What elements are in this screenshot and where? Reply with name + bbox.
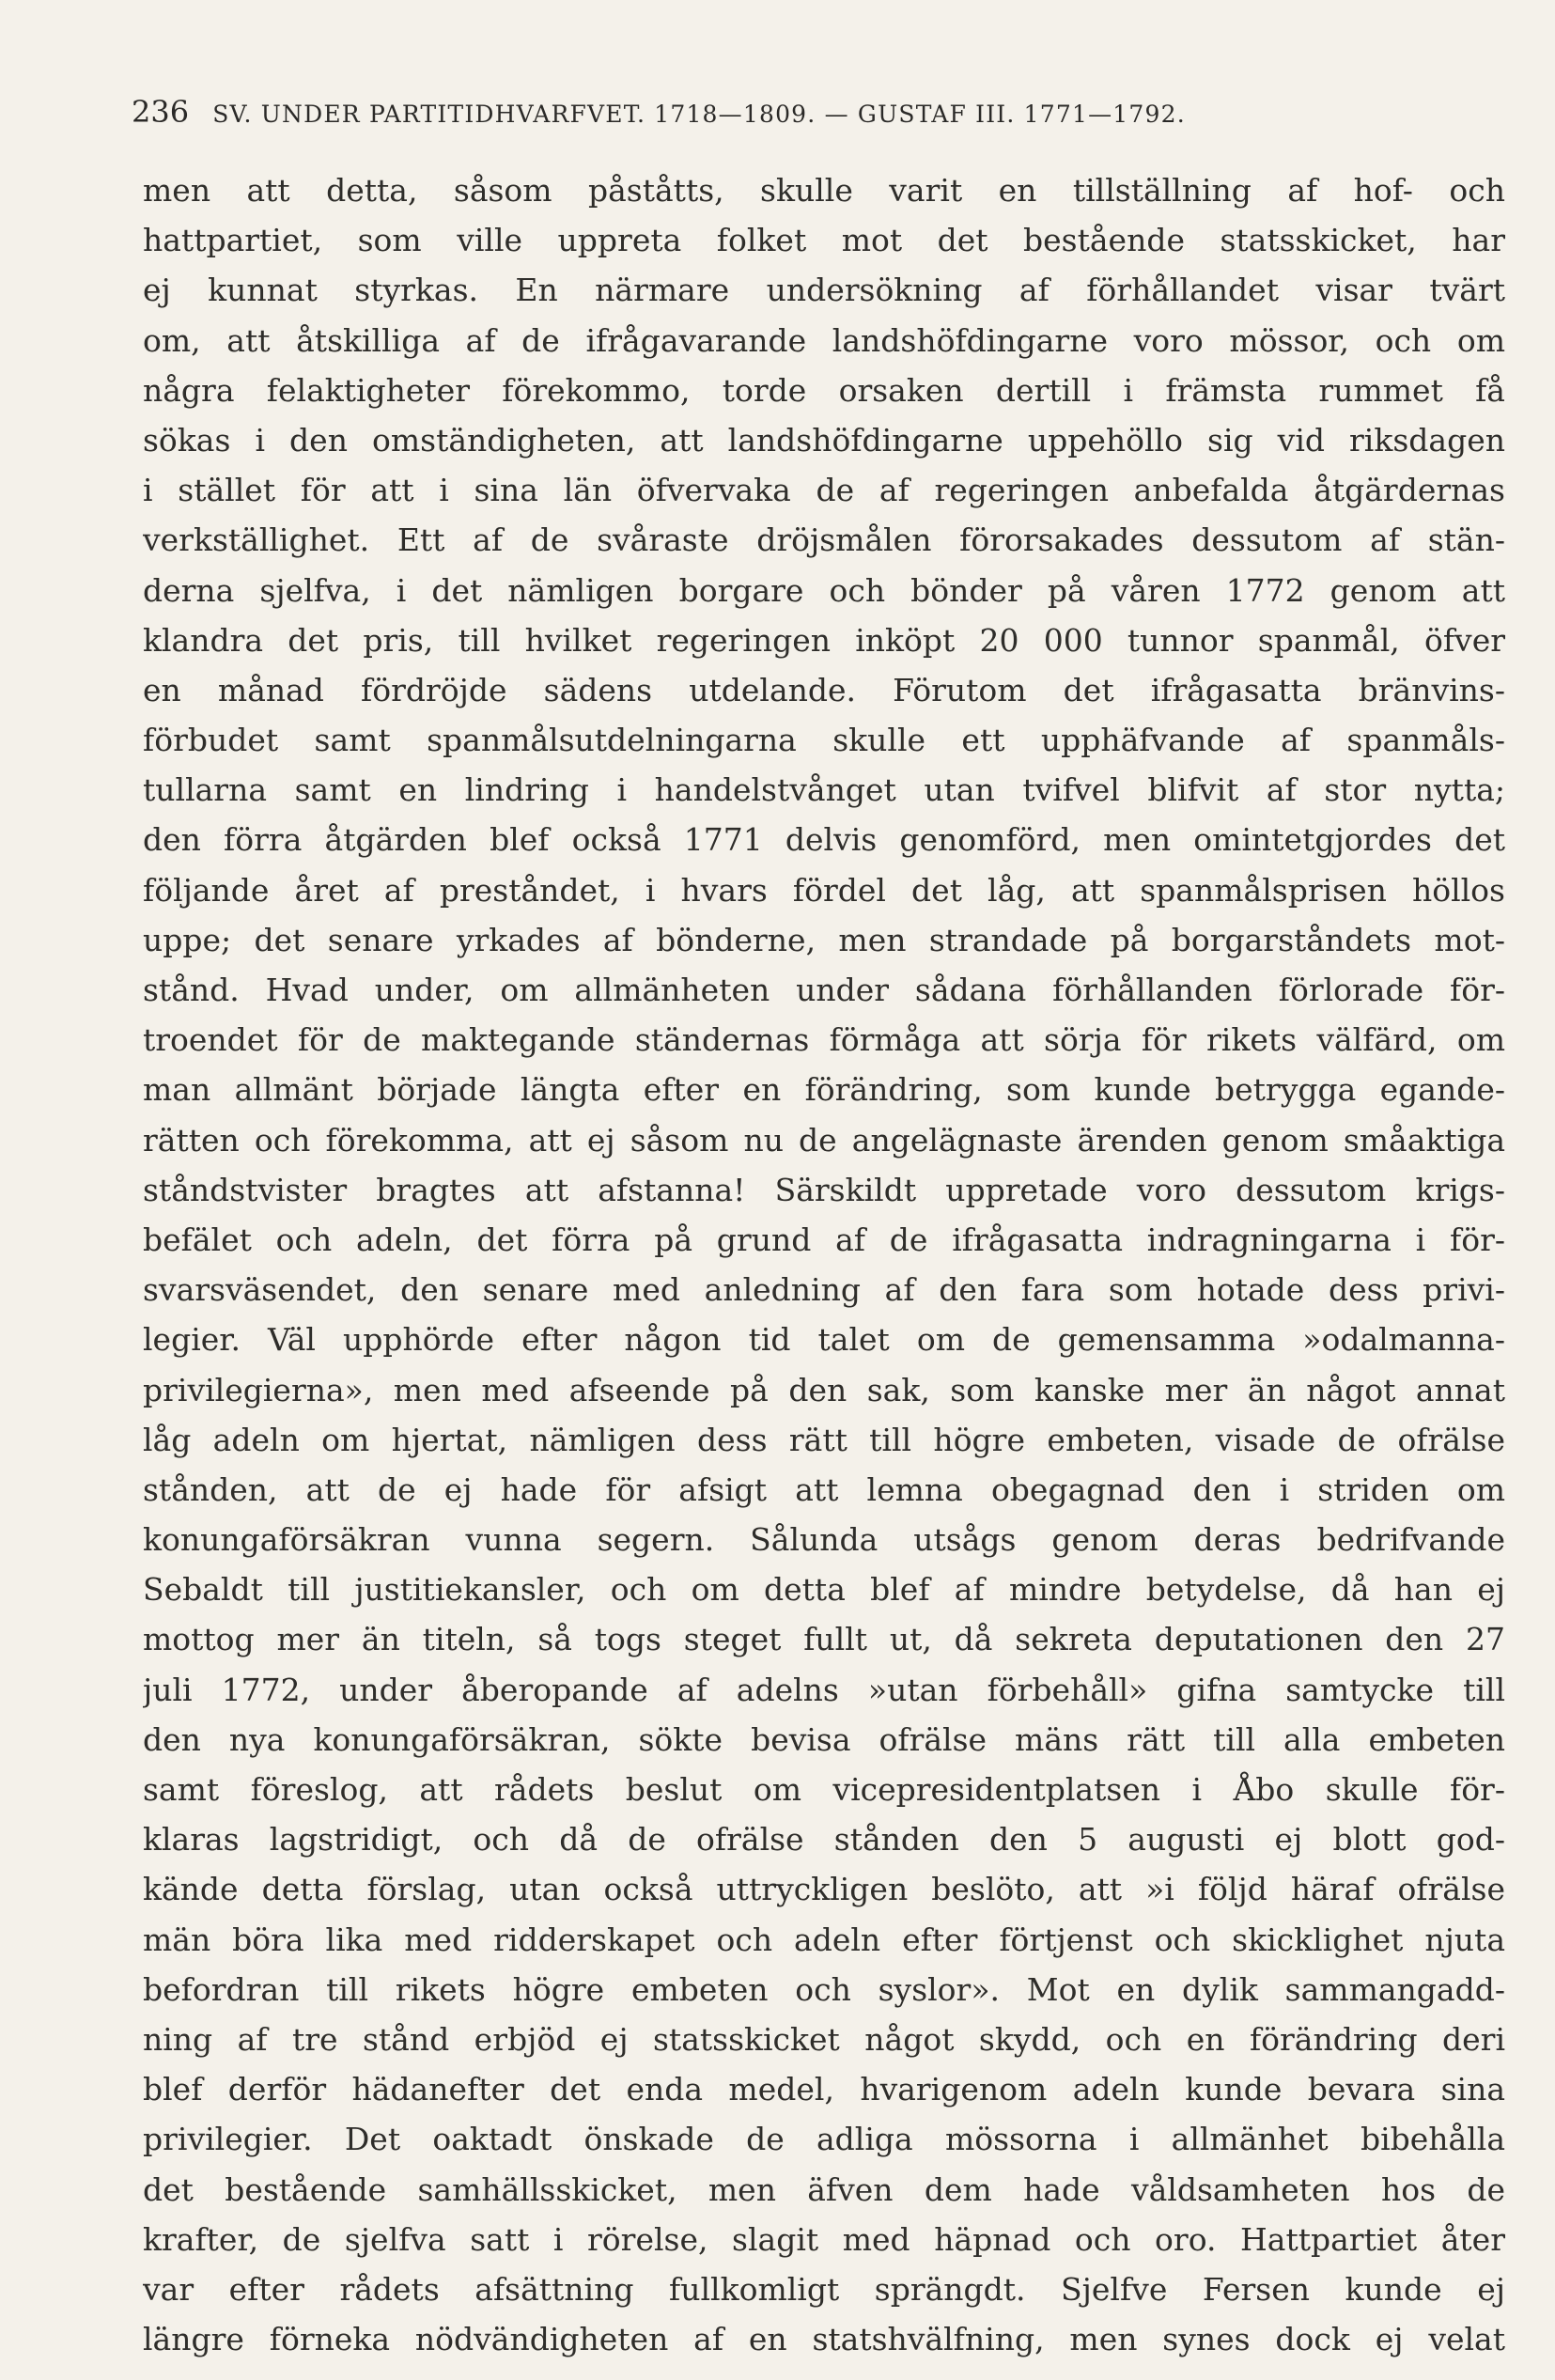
text-line: i stället för att i sina län öfvervaka de af regeringen anbefalda åtgärdernas (143, 472, 1505, 509)
text-line: befälet och adeln, det förra på grund af de ifrågasatta indragningarna i för- (143, 1221, 1505, 1258)
text-line: om, att åtskilliga af de ifrågavarande landshöfdingarne voro mössor, och om (143, 321, 1505, 359)
text-line: mottog mer än titeln, så togs steget fullt ut, då sekreta deputationen den 27 (143, 1621, 1505, 1658)
text-line: män böra lika med ridderskapet och adeln efter förtjenst och skicklighet njuta (143, 1921, 1505, 1958)
text-line: några felaktigheter förekommo, torde orsaken dertill i främsta rummet få (143, 371, 1505, 409)
text-line: det bestående samhällsskicket, men äfven dem hade våldsamheten hos de (143, 2170, 1505, 2208)
text-line: sökas i den omständigheten, att landshöfdingarne uppehöllo sig vid riksdagen (143, 421, 1505, 459)
text-line: konungaförsäkran vunna segern. Sålunda utsågs genom deras bedrifvande (143, 1521, 1505, 1559)
body-text (143, 165, 1505, 2364)
text-line: ej kunnat styrkas. En närmare undersökning af förhållandet visar tvärt (143, 272, 1505, 309)
text-line: legier. Väl upphörde efter någon tid talet om de gemensamma »odalmanna- (143, 1321, 1505, 1359)
text-line: den nya konungaförsäkran, sökte bevisa ofrälse mäns rätt till alla embeten (143, 1720, 1505, 1758)
text-line: klaras lagstridigt, och då de ofrälse stånden den 5 augusti ej blott god- (143, 1821, 1505, 1859)
text-line: den förra åtgärden blef också 1771 delvis genomförd, men omintetgjordes det (143, 821, 1505, 859)
text-line: krafter, de sjelfva satt i rörelse, slagit med häpnad och oro. Hattpartiet åter (143, 2220, 1505, 2258)
text-line: kände detta förslag, utan också uttryckligen beslöto, att »i följd häraf ofrälse (143, 1871, 1505, 1908)
text-line: derna sjelfva, i det nämligen borgare och bönder på våren 1772 genom att (143, 571, 1505, 609)
text-line: klandra det pris, till hvilket regeringen inköpt 20 000 tunnor spanmål, öfver (143, 621, 1505, 659)
text-line: Sebaldt till justitiekansler, och om detta blef af mindre betydelse, då han ej (143, 1571, 1505, 1609)
text-line: blef derför hädanefter det enda medel, hvarigenom adeln kunde bevara sina (143, 2071, 1505, 2108)
text-line: uppe; det senare yrkades af bönderne, men strandade på borgarståndets mot- (143, 921, 1505, 958)
text-line: förbudet samt spanmålsutdelningarna skulle ett upphäfvande af spanmåls- (143, 722, 1505, 759)
text-line: juli 1772, under åberopande af adelns »utan förbehåll» gifna samtycke till (143, 1671, 1505, 1708)
text-line: befordran till rikets högre embeten och syslor». Mot en dylik sammangadd- (143, 1970, 1505, 2008)
text-line: samt föreslog, att rådets beslut om vicepresidentplatsen i Åbo skulle för- (143, 1771, 1505, 1808)
text-line: följande året af preståndet, i hvars fördel det låg, att spanmålsprisen höllos (143, 871, 1505, 909)
text-line: privilegierna», men med afseende på den sak, som kanske mer än något annat (143, 1371, 1505, 1408)
text-line: var efter rådets afsättning fullkomligt sprängdt. Sjelfve Fersen kunde ej (143, 2270, 1505, 2308)
text-line: ning af tre stånd erbjöd ej statsskicket något skydd, och en förändring deri (143, 2020, 1505, 2058)
text-line: låg adeln om hjertat, nämligen dess rätt till högre embeten, visade de ofrälse (143, 1421, 1505, 1458)
text-line: ståndstvister bragtes att afstanna! Särskildt uppretade voro dessutom krigs- (143, 1171, 1505, 1208)
text-line: privilegier. Det oaktadt önskade de adliga mössorna i allmänhet bibehålla (143, 2121, 1505, 2158)
text-line: men att detta, såsom påståtts, skulle varit en tillställning af hof- och (143, 172, 1505, 209)
text-line: längre förneka nödvändigheten af en statshvälfning, men synes dock ej velat (143, 2321, 1505, 2358)
page-number: 236 (132, 94, 190, 130)
text-line: troendet för de maktegande ständernas förmåga att sörja för rikets välfärd, om (143, 1021, 1505, 1059)
running-title: SV. UNDER PARTITIDHVARFVET. 1718—1809. — GUSTAF III. 1771—1792. (212, 101, 1186, 128)
text-line: en månad fördröjde sädens utdelande. Förutom det ifrågasatta bränvins- (143, 671, 1505, 708)
text-line: tullarna samt en lindring i handelstvånget utan tvifvel blifvit af stor nytta; (143, 771, 1505, 809)
text-line: svarsväsendet, den senare med anledning af den fara som hotade dess privi- (143, 1271, 1505, 1309)
text-line: man allmänt började längta efter en förändring, som kunde betrygga egande- (143, 1071, 1505, 1109)
text-line: hattpartiet, som ville uppreta folket mot det bestående statsskicket, har (143, 222, 1505, 259)
running-header (132, 94, 1466, 130)
text-line: stånden, att de ej hade för afsigt att lemna obegagnad den i striden om (143, 1470, 1505, 1508)
text-line: stånd. Hvad under, om allmänheten under sådana förhållanden förlorade för- (143, 972, 1505, 1008)
text-line: rätten och förekomma, att ej såsom nu de angelägnaste ärenden genom småaktiga (143, 1121, 1505, 1159)
text-line: verkställighet. Ett af de svåraste dröjsmålen förorsakades dessutom af stän- (143, 521, 1505, 559)
